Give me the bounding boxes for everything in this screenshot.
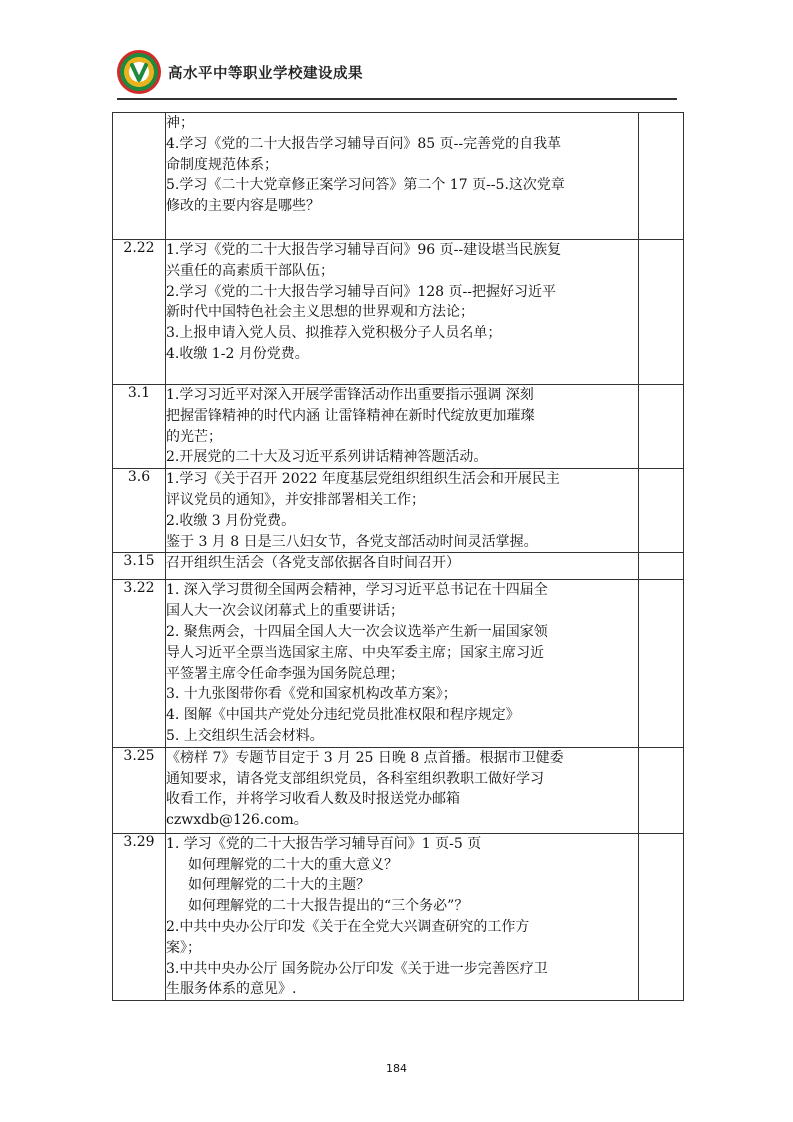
- content-line: 国人大一次会议闭幕式上的重要讲话；: [166, 603, 404, 620]
- remark-cell: [639, 553, 684, 580]
- remark-cell: [639, 113, 684, 240]
- content-line: 1. 深入学习贯彻全国两会精神，学习习近平总书记在十四届全: [166, 582, 548, 599]
- content-line: 2.收缴 3 月份党费。: [166, 512, 296, 529]
- content-line: 兴重任的高素质干部队伍；: [166, 262, 334, 279]
- content-line: 平签署主席令任命李强为国务院总理；: [166, 665, 404, 682]
- content-line: 如何理解党的二十大的主题？: [188, 877, 370, 894]
- content-line: 命制度规范体系；: [166, 156, 278, 173]
- content-line: 把握雷锋精神的时代内涵 让雷锋精神在新时代绽放更加璀璨: [166, 407, 535, 424]
- table-row: [113, 833, 684, 1000]
- content-line: 通知要求，请各党支部组织党员，各科室组织教职工做好学习: [166, 770, 544, 787]
- content-cell: [166, 553, 639, 580]
- content-line: 新时代中国特色社会主义思想的世界观和方法论；: [166, 304, 474, 321]
- content-line: 1. 学习《党的二十大报告学习辅导百问》1 页-5 页: [166, 835, 482, 852]
- content-cell: [166, 113, 639, 240]
- content-line: 2. 聚焦两会，十四届全国人大一次会议选举产生新一届国家领: [166, 623, 548, 640]
- content-cell: [166, 580, 639, 747]
- table-row: [113, 385, 684, 469]
- table-row: [113, 469, 684, 553]
- content-line: 如何理解党的二十大的重大意义？: [188, 856, 398, 873]
- date-cell: 3.15: [113, 553, 166, 580]
- table-row: [113, 240, 684, 385]
- content-line: 评议党员的通知》，并安排部署相关工作；: [166, 491, 425, 508]
- content-line: czwxdb@126.com。: [166, 812, 308, 829]
- content-line: 案》；: [166, 939, 201, 956]
- remark-cell: [639, 833, 684, 1000]
- content-line: 2.中共中央办公厅印发《关于在全党大兴调查研究的工作方: [166, 918, 530, 935]
- content-line: 1.学习习近平对深入开展学雷锋活动作出重要指示强调 深刻: [166, 387, 534, 403]
- header-divider: [117, 98, 677, 100]
- content-cell: [166, 385, 639, 469]
- schedule-table: [112, 112, 684, 1001]
- document-header: [117, 50, 677, 96]
- content-cell: [166, 240, 639, 385]
- content-line: 3. 十九张图带你看《党和国家机构改革方案》；: [166, 686, 457, 703]
- school-emblem-icon: [117, 50, 161, 94]
- remark-cell: [639, 580, 684, 747]
- date-cell: [113, 113, 166, 240]
- content-line: 2.学习《党的二十大报告学习辅导百问》128 页--把握好习近平: [166, 283, 556, 300]
- header-title: 高水平中等职业学校建设成果: [168, 66, 363, 82]
- content-line: 修改的主要内容是哪些？: [166, 198, 320, 215]
- content-cell: [166, 747, 639, 833]
- content-line: 1.学习《关于召开 2022 年度基层党组织组织生活会和开展民主: [166, 471, 560, 488]
- content-line: 收看工作，并将学习收看人数及时报送党办邮箱: [166, 791, 460, 808]
- page-number: 184: [386, 1062, 407, 1075]
- content-line: 4.收缴 1-2 月份党费。: [166, 345, 309, 362]
- content-line: 5.学习《二十大党章修正案学习问答》第二个 17 页--5.这次党章: [166, 177, 565, 194]
- table-row: [113, 113, 684, 240]
- date-cell: 2.22: [113, 240, 166, 385]
- date-cell: 3.29: [113, 833, 166, 1000]
- content-line: 5. 上交组织生活会材料。: [166, 727, 324, 744]
- content-line: 的光芒；: [166, 428, 222, 445]
- content-line: 如何理解党的二十大报告提出的“三个务必”？: [188, 898, 469, 915]
- content-line: 3.上报申请入党人员、拟推荐入党积极分子人员名单；: [166, 325, 502, 342]
- school-logo: [117, 50, 161, 94]
- content-line: 导人习近平全票当选国家主席、中央军委主席；国家主席习近: [166, 644, 544, 661]
- content-line: 鉴于 3 月 8 日是三八妇女节，各党支部活动时间灵活掌握。: [166, 533, 538, 550]
- content-line: 《榜样 7》专题节目定于 3 月 25 日晚 8 点首播。根据市卫健委: [166, 749, 564, 766]
- remark-cell: [639, 747, 684, 833]
- date-cell: 3.25: [113, 747, 166, 833]
- content-line: 3.中共中央办公厅 国务院办公厅印发《关于进一步完善医疗卫: [166, 960, 548, 977]
- date-cell: 3.1: [113, 385, 166, 469]
- date-cell: 3.6: [113, 469, 166, 553]
- content-cell: [166, 469, 639, 553]
- content-line: 1.学习《党的二十大报告学习辅导百问》96 页--建设堪当民族复: [166, 242, 562, 258]
- content-line: 4.学习《党的二十大报告学习辅导百问》85 页--完善党的自我革: [166, 135, 562, 152]
- content-line: 4. 图解《中国共产党处分违纪党员批准权限和程序规定》: [166, 707, 520, 724]
- remark-cell: [639, 385, 684, 469]
- content-line: 神；: [166, 115, 194, 131]
- table-row: [113, 747, 684, 833]
- table-row: [113, 553, 684, 580]
- schedule-table-body: [113, 113, 684, 1001]
- content-line: 召开组织生活会（各党支部依据各自时间召开）: [166, 555, 460, 572]
- content-line: 生服务体系的意见》.: [166, 981, 297, 998]
- remark-cell: [639, 240, 684, 385]
- date-cell: 3.22: [113, 580, 166, 747]
- remark-cell: [639, 469, 684, 553]
- content-cell: [166, 833, 639, 1000]
- content-line: 2.开展党的二十大及习近平系列讲话精神答题活动。: [166, 449, 488, 466]
- table-row: [113, 580, 684, 747]
